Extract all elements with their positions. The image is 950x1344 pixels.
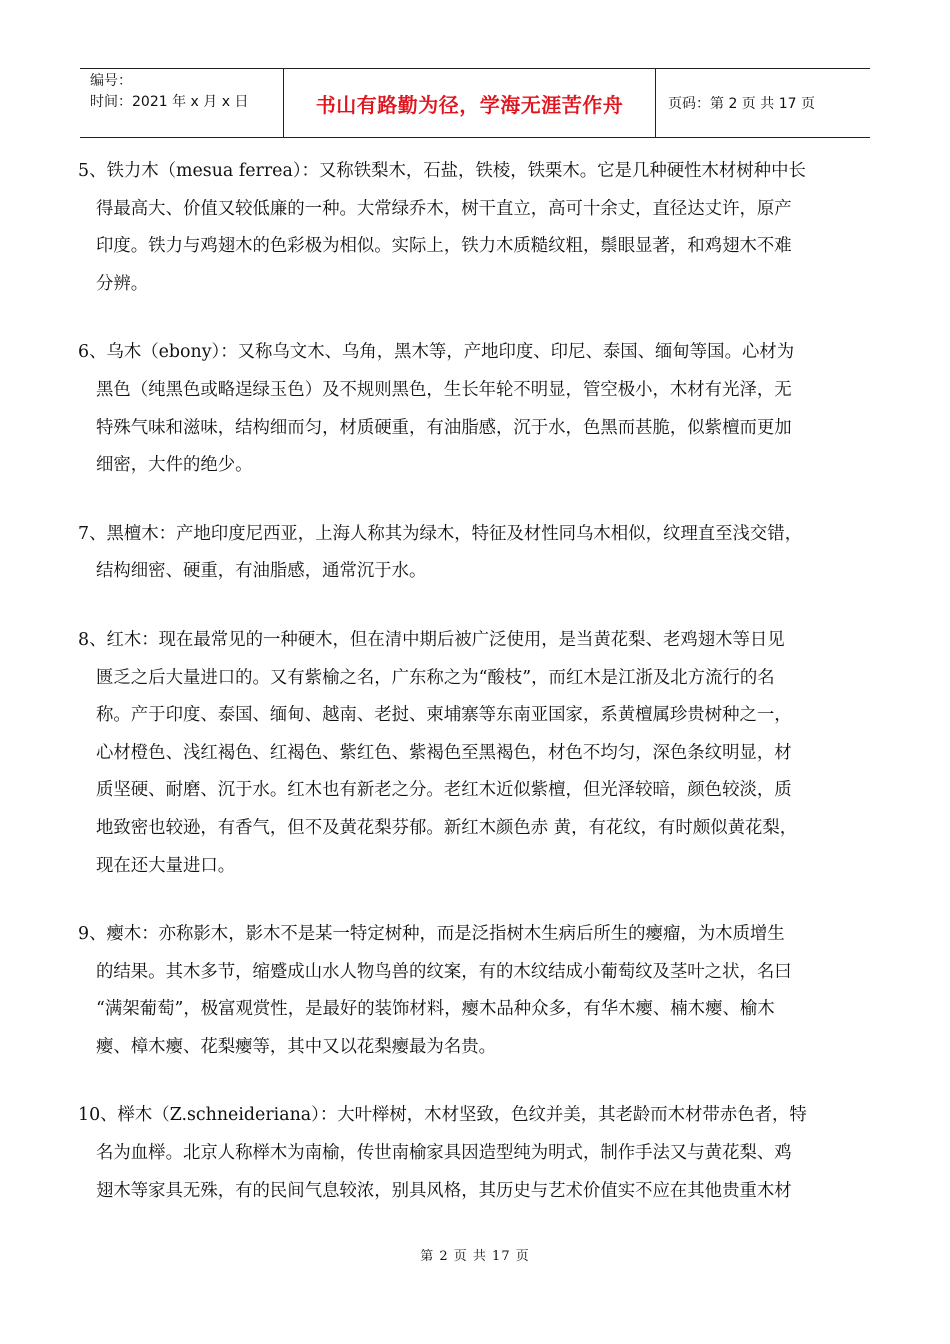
page-footer: 第 2 页 共 17 页 xyxy=(420,1249,530,1264)
paragraph-line: 细密，大件的绝少。 xyxy=(96,455,253,476)
paragraph xyxy=(78,622,878,885)
paragraph xyxy=(78,1097,878,1210)
paragraph-line: 5、铁力木（mesua ferrea）：又称铁梨木，石盐，铁棱，铁栗木。它是几种硬性木材树种中长 xyxy=(78,161,806,181)
header-meta xyxy=(80,69,283,137)
header-page-code: 页码：第 2 页 共 17 页 xyxy=(668,96,815,112)
paragraph-line: 8、红木：现在最常见的一种硬木，但在清中期后被广泛使用，是当黄花梨、老鸡翅木等日见 xyxy=(78,629,785,650)
document-date-label: 时间：2021 年 x 月 x 日 xyxy=(90,94,249,110)
paragraph-line: 得最高大、价值又较低廉的一种。大常绿乔木，树干直立，高可十余丈，直径达丈许，原产 xyxy=(96,198,792,219)
header-motto: 书山有路勤为径，学海无涯苦作舟 xyxy=(283,69,656,137)
paragraph-line: 瘿、樟木瘿、花梨瘿等，其中又以花梨瘿最为名贵。 xyxy=(96,1036,496,1057)
document-number-label: 编号： xyxy=(90,73,132,89)
paragraph xyxy=(78,153,878,303)
paragraph-line: 现在还大量进口。 xyxy=(96,855,236,876)
paragraph-line: 10、榉木（Z.schneideriana）：大叶榉树，木材坚致，色纹并美，其老龄而木材带赤色者，特 xyxy=(78,1105,807,1126)
paragraph-line: 黑色（纯黑色或略逞绿玉色）及不规则黑色，生长年轮不明显，管空极小，木材有光泽，无 xyxy=(96,379,792,400)
paragraph-line: 7、黑檀木：产地印度尼西亚，上海人称其为绿木，特征及材性同乌木相似，纹理直至浅交错， xyxy=(78,523,803,544)
paragraph-line: 结构细密、硬重，有油脂感，通常沉于水。 xyxy=(96,561,427,582)
paragraph-line: 9、瘿木：亦称影木，影木不是某一特定树种，而是泛指树木生病后所生的瘿瘤，为木质增生 xyxy=(78,924,785,945)
paragraph xyxy=(78,516,878,591)
page-header xyxy=(80,68,870,138)
paragraph-line: 特殊气味和滋味，结构细而匀，材质硬重，有油脂感，沉于水，色黑而甚脆，似紫檀而更加 xyxy=(96,417,792,438)
document-body xyxy=(78,153,878,1241)
paragraph-line: 质坚硬、耐磨、沉于水。红木也有新老之分。老红木近似紫檀，但光泽较暗，颜色较淡，质 xyxy=(96,780,792,801)
paragraph-line: 名为血榉。北京人称榉木为南榆，传世南榆家具因造型纯为明式，制作手法又与黄花梨、鸡 xyxy=(96,1143,792,1164)
paragraph-line: 的结果。其木多节，缩蹙成山水人物鸟兽的纹案，有的木纹结成小葡萄纹及茎叶之状，名曰 xyxy=(96,961,792,982)
paragraph-line: 称。产于印度、泰国、缅甸、越南、老挝、柬埔寨等东南亚国家，系黄檀属珍贵树种之一， xyxy=(96,705,792,726)
paragraph-line: 地致密也较逊，有香气，但不及黄花梨芬郁。新红木颜色赤 黄，有花纹，有时颇似黄花梨， xyxy=(96,817,798,838)
paragraph-line: 翅木等家具无殊，有的民间气息较浓，别具风格，其历史与艺术价值实不应在其他贵重木材 xyxy=(96,1180,792,1201)
paragraph xyxy=(78,334,878,484)
paragraph-line: 心材橙色、浅红褐色、红褐色、紫红色、紫褐色至黑褐色，材色不均匀，深色条纹明显，材 xyxy=(96,742,792,763)
paragraph-line: “满架葡萄”，极富观赏性，是最好的装饰材料，瘿木品种众多，有华木瘿、楠木瘿、榆木 xyxy=(96,999,775,1020)
paragraph-line: 6、乌木（ebony）：又称乌文木、乌角，黑木等，产地印度、印尼、泰国、缅甸等国。心材为 xyxy=(78,342,795,363)
paragraph-line: 分辨。 xyxy=(96,273,149,294)
paragraph-line: 印度。铁力与鸡翅木的色彩极为相似。实际上，铁力木质糙纹粗，鬃眼显著，和鸡翅木不难 xyxy=(96,236,792,257)
paragraph-line: 匮乏之后大量进口的。又有紫榆之名，广东称之为“酸枝”，而红木是江浙及北方流行的名 xyxy=(96,667,775,688)
paragraph xyxy=(78,916,878,1066)
